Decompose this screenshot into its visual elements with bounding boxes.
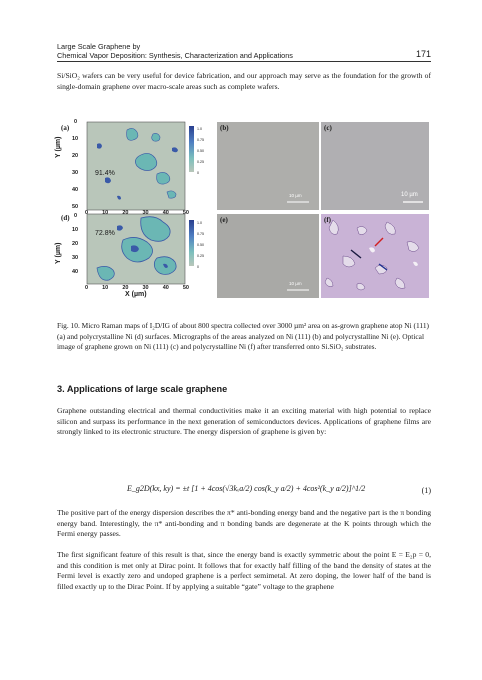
equation-expression: E_g2D(kx, ky) = ±t [1 + 4cos(√3kₓa/2) cos(k_y a/2) + 4cos²(k_y a/2)]^1/2 xyxy=(127,484,366,493)
xtick-d-50: 50 xyxy=(182,285,189,291)
cb-a-025: 0.25 xyxy=(197,160,204,164)
body-paragraph-1: The positive part of the energy dispersion describes the π* anti-bonding energy band and the negative part is the π bonding energy band. Interestingly, the π* anti-bonding and π bonding bands are degenerate at the K points through which the Fermi energy passes. xyxy=(57,508,431,539)
ytick-a-30: 30 xyxy=(72,170,79,176)
y-axis-label-d: Y (µm) xyxy=(55,242,62,264)
ytick-a-10: 10 xyxy=(72,136,79,142)
cb-d-025: 0.25 xyxy=(197,254,204,258)
panel-label-a: (a) xyxy=(61,124,70,132)
colorbar-ticks-a xyxy=(197,124,204,179)
panel-label-b: (b) xyxy=(220,124,229,132)
cb-a-050: 0.50 xyxy=(197,149,204,153)
xticks-a xyxy=(85,210,189,216)
y-axis-label-a: Y (µm) xyxy=(55,136,62,158)
header-rule xyxy=(57,61,431,62)
cb-d-0: 0 xyxy=(197,265,199,269)
ytick-a-50: 50 xyxy=(72,204,79,210)
raman-map-d xyxy=(87,214,185,284)
header-subtitle: Chemical Vapor Deposition: Synthesis, Characterization and Applications xyxy=(57,51,293,60)
xtick-a-50: 50 xyxy=(182,210,189,216)
xtick-a-40: 40 xyxy=(162,210,169,216)
xtick-d-10: 10 xyxy=(102,285,109,291)
intro-paragraph: Si/SiO₂ wafers can be very useful for device fabrication, and our approach may serve as the foundation for the growth of single-domain graphene over macro-scale areas such as complete wafers. xyxy=(57,71,431,91)
page-number: 171 xyxy=(415,49,431,59)
ytick-d-0: 0 xyxy=(74,213,78,219)
coverage-d: 72.8% xyxy=(95,230,115,237)
ytick-a-0: 0 xyxy=(74,119,78,125)
section-heading: 3. Applications of large scale graphene xyxy=(57,384,228,394)
equation-1 xyxy=(57,482,431,500)
ytick-d-20: 20 xyxy=(72,241,79,247)
xtick-d-30: 30 xyxy=(142,285,149,291)
xtick-a-30: 30 xyxy=(142,210,149,216)
ytick-d-40: 40 xyxy=(72,269,79,275)
ytick-d-10: 10 xyxy=(72,227,79,233)
panel-label-e: (e) xyxy=(220,216,228,224)
figure-caption: Fig. 10. Micro Raman maps of I₂D/IG of about 800 spectra collected over 3000 µm² area on as-grown graphene atop Ni (111) (a) and polycrystalline Ni (d) surfaces. Micrographs of the areas analyzed on Ni (111) (b) and polycrystalline Ni (e). Optical image of graphene grown on Ni (111) (c) and polycrystalline Ni (f) after transferred onto Si.SiO₂ substrates. xyxy=(57,321,429,352)
xtick-d-0: 0 xyxy=(85,285,89,291)
colorbar-ticks-d xyxy=(197,218,204,273)
running-header xyxy=(57,42,431,60)
micrograph-b xyxy=(217,122,319,210)
header-book-title: Large Scale Graphene by xyxy=(57,42,141,51)
xtick-a-0: 0 xyxy=(85,210,89,216)
ytick-a-20: 20 xyxy=(72,153,79,159)
scale-label-e: 10 µm xyxy=(289,281,302,286)
panel-label-f: (f) xyxy=(324,216,331,224)
cb-d-1: 1.0 xyxy=(197,221,202,225)
figure-10 xyxy=(57,118,431,298)
cb-a-1: 1.0 xyxy=(197,127,202,131)
micrograph-e xyxy=(217,214,319,298)
ytick-d-30: 30 xyxy=(72,255,79,261)
xtick-a-20: 20 xyxy=(122,210,129,216)
equation-number: (1) xyxy=(421,486,431,495)
cb-d-050: 0.50 xyxy=(197,243,204,247)
scale-label-b: 10 µm xyxy=(289,193,302,198)
panel-label-c: (c) xyxy=(324,124,332,132)
xtick-d-40: 40 xyxy=(162,285,169,291)
section-paragraph: Graphene outstanding electrical and thermal conductivities make it an exciting material with high potential to replace silicon and surpass its performance in the next generation of semiconductors devices. Applications of graphene films are strongly linked to its electronic structure. The energy dispersion of graphene is given by: xyxy=(57,406,431,437)
coverage-a: 91.4% xyxy=(95,170,115,177)
colorbar-a xyxy=(189,126,194,266)
x-axis-label: X (µm) xyxy=(125,291,147,298)
xtick-a-10: 10 xyxy=(102,210,109,216)
body-paragraph-2: The first significant feature of this result is that, since the energy band is exactly symmetric about the point E = E₂p = 0, and this condition is met only at Dirac point. It follows that for exactly half filling of the band the density of states at the Fermi level is exactly zero and undoped graphene is a perfect semimetal. At zero doping, the lower half of the band is filled exactly up to the Dirac Point. If by applying a suitable “gate” voltage to the graphene xyxy=(57,550,431,592)
cb-d-075: 0.75 xyxy=(197,232,204,236)
ytick-a-40: 40 xyxy=(72,187,79,193)
cb-a-075: 0.75 xyxy=(197,138,204,142)
cb-a-0: 0 xyxy=(197,171,199,175)
scale-label-c: 10 µm xyxy=(401,192,418,198)
xtick-d-20: 20 xyxy=(122,285,129,291)
raman-map-a xyxy=(87,122,185,210)
panel-label-d: (d) xyxy=(61,214,70,222)
